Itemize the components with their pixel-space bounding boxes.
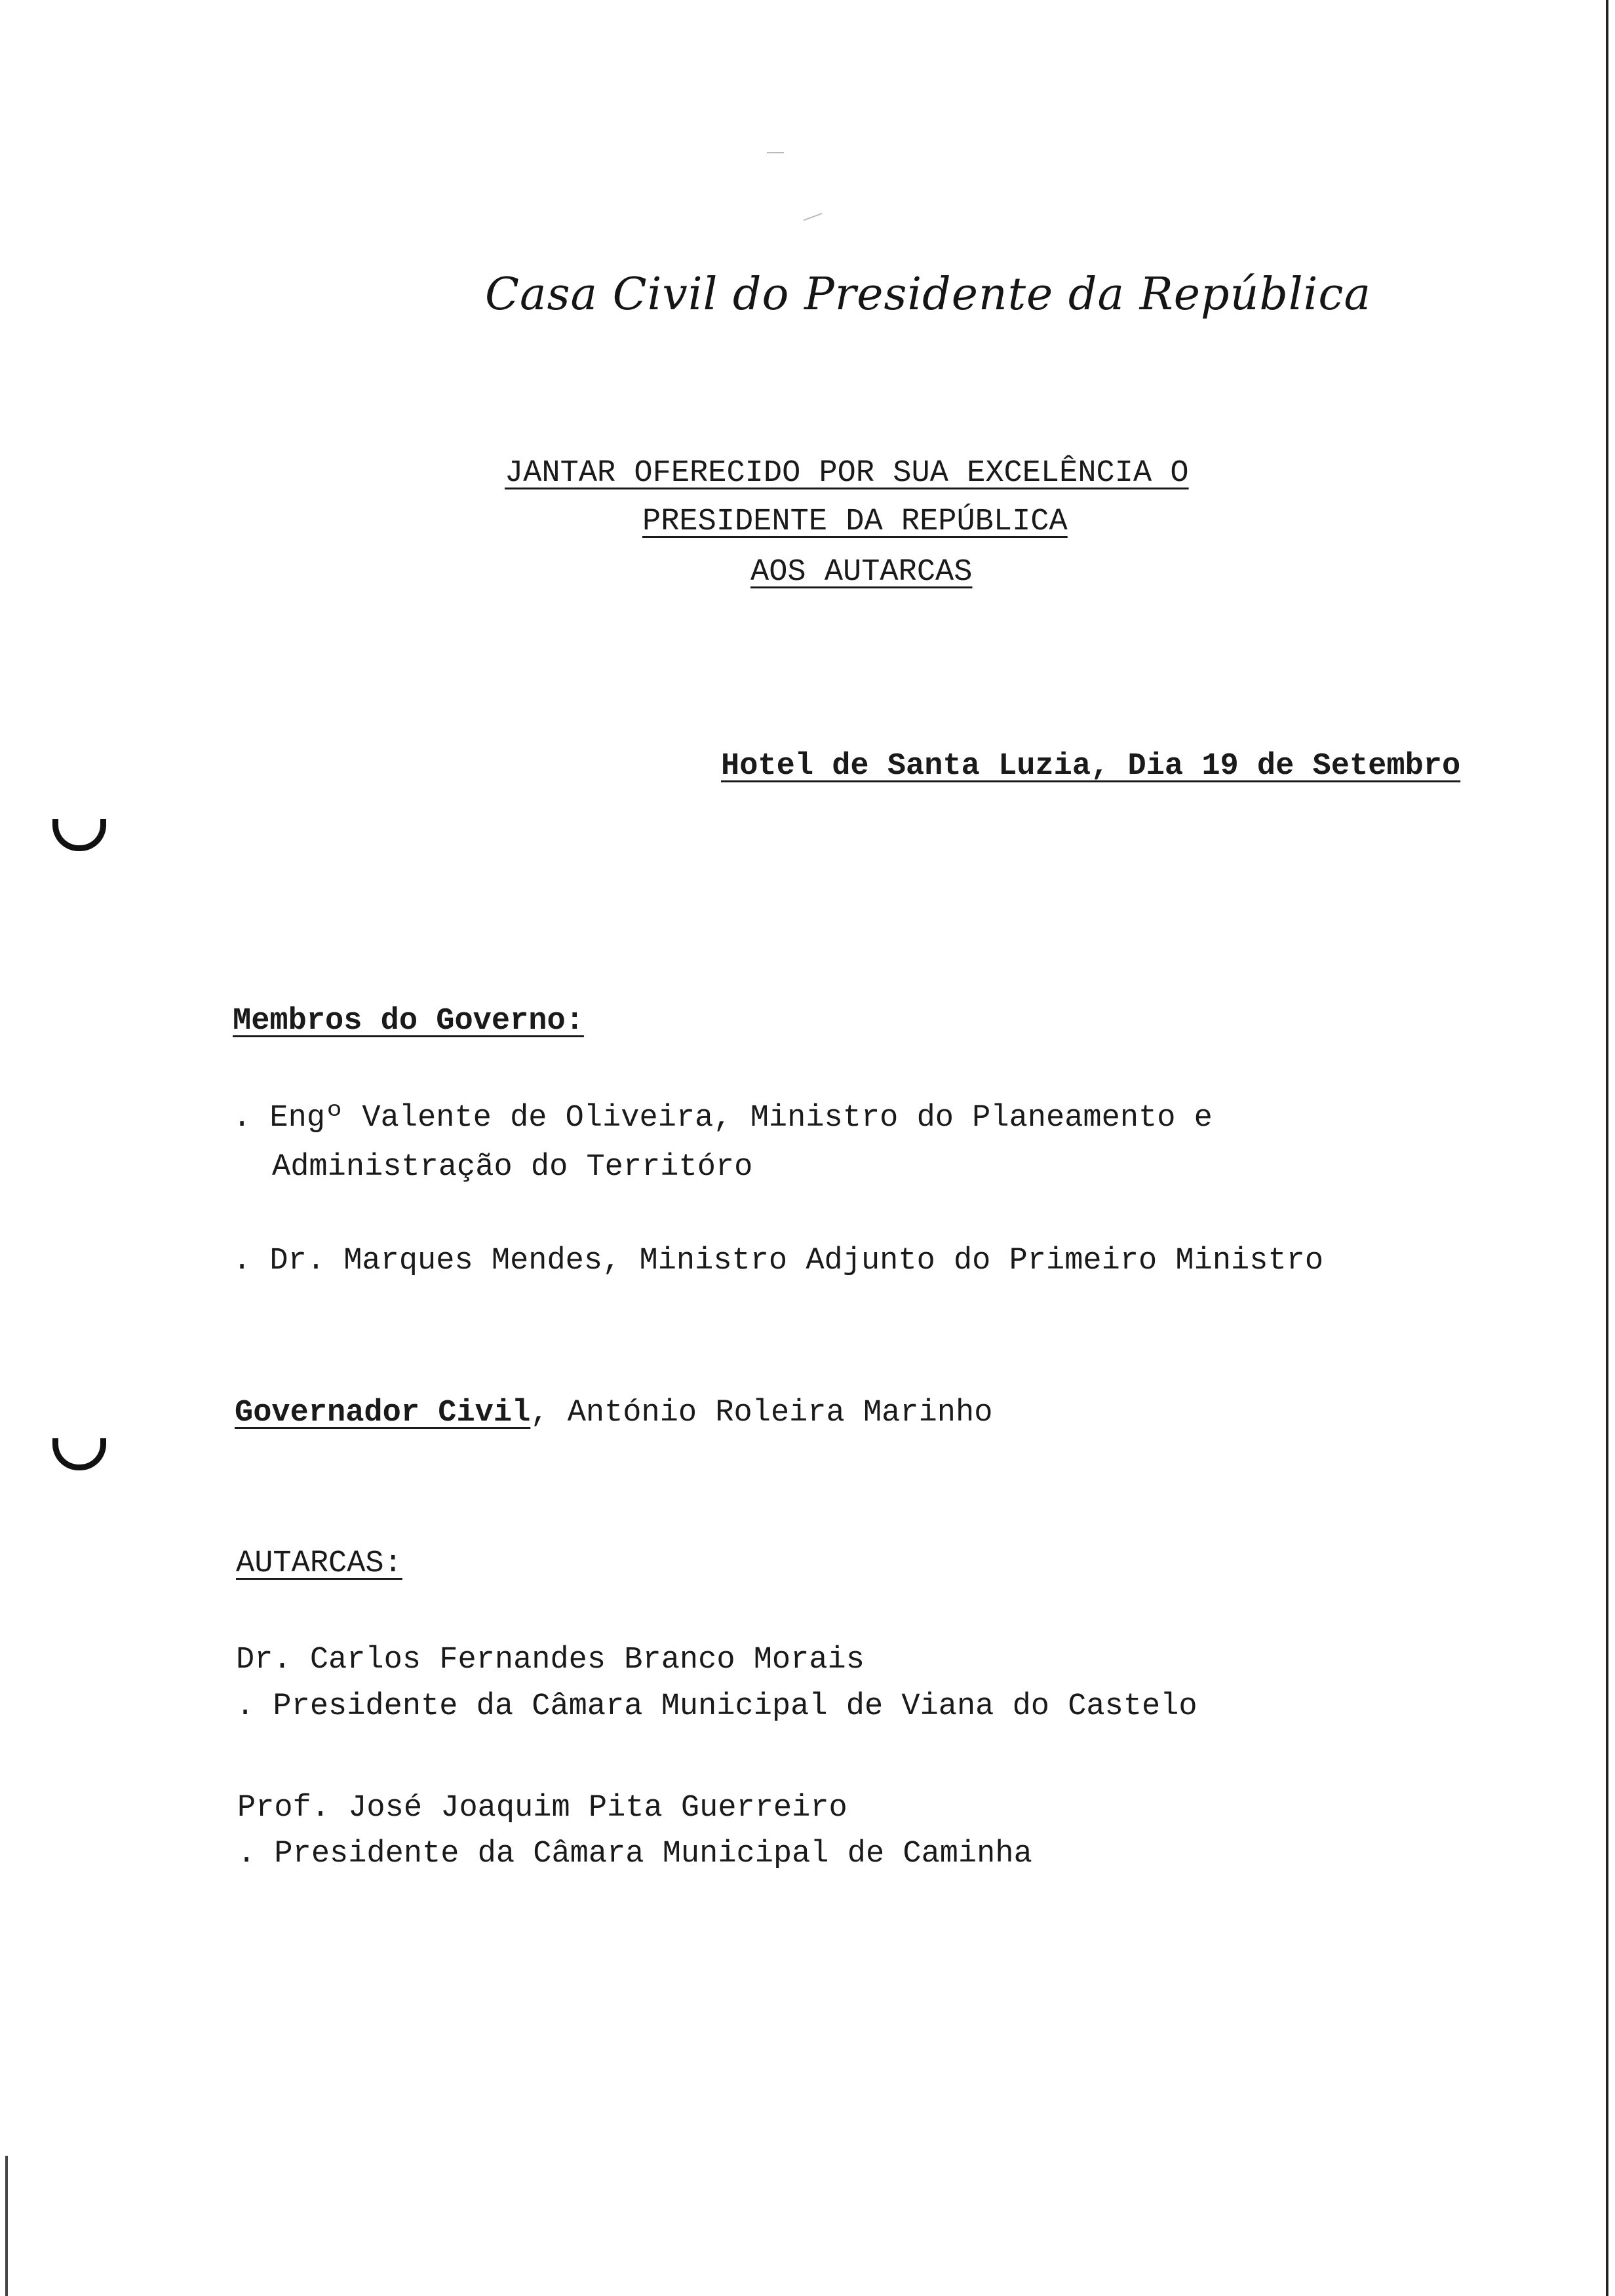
governador-label: Governador Civil: [235, 1396, 531, 1430]
venue-date: Hotel de Santa Luzia, Dia 19 de Setembro: [721, 749, 1461, 784]
governo-item-1-line-1: . Engº Valente de Oliveira, Ministro do Planeamento e: [233, 1101, 1213, 1136]
autarca-2-name: Prof. José Joaquim Pita Guerreiro: [237, 1791, 847, 1826]
punch-hole-mark: [52, 819, 106, 851]
governador-name: , António Roleira Marinho: [530, 1396, 993, 1430]
letterhead: Casa Civil do Presidente da República: [485, 269, 1372, 320]
governo-item-2: . Dr. Marques Mendes, Ministro Adjunto do Primeiro Ministro: [233, 1244, 1324, 1278]
punch-hole-mark: [52, 1438, 106, 1470]
autarcas-heading: AUTARCAS:: [236, 1546, 402, 1581]
page-edge-right: [1606, 0, 1608, 2296]
title-line-2: PRESIDENTE DA REPÚBLICA: [642, 505, 1068, 539]
autarca-2-role: . Presidente da Câmara Municipal de Caminha: [237, 1837, 1032, 1871]
governo-item-1-line-2: Administração do Territóro: [272, 1150, 753, 1185]
scan-speck: [804, 213, 823, 221]
scan-speck: [767, 152, 784, 153]
autarca-1-role: . Presidente da Câmara Municipal de Viana do Castelo: [236, 1689, 1197, 1724]
governador-line: [235, 1396, 992, 1430]
title-line-3: AOS AUTARCAS: [750, 555, 973, 590]
governo-heading: Membros do Governo:: [233, 1004, 584, 1039]
page-edge-left: [5, 2156, 8, 2296]
title-line-1: JANTAR OFERECIDO POR SUA EXCELÊNCIA O: [505, 456, 1189, 491]
autarca-1-name: Dr. Carlos Fernandes Branco Morais: [236, 1643, 865, 1677]
